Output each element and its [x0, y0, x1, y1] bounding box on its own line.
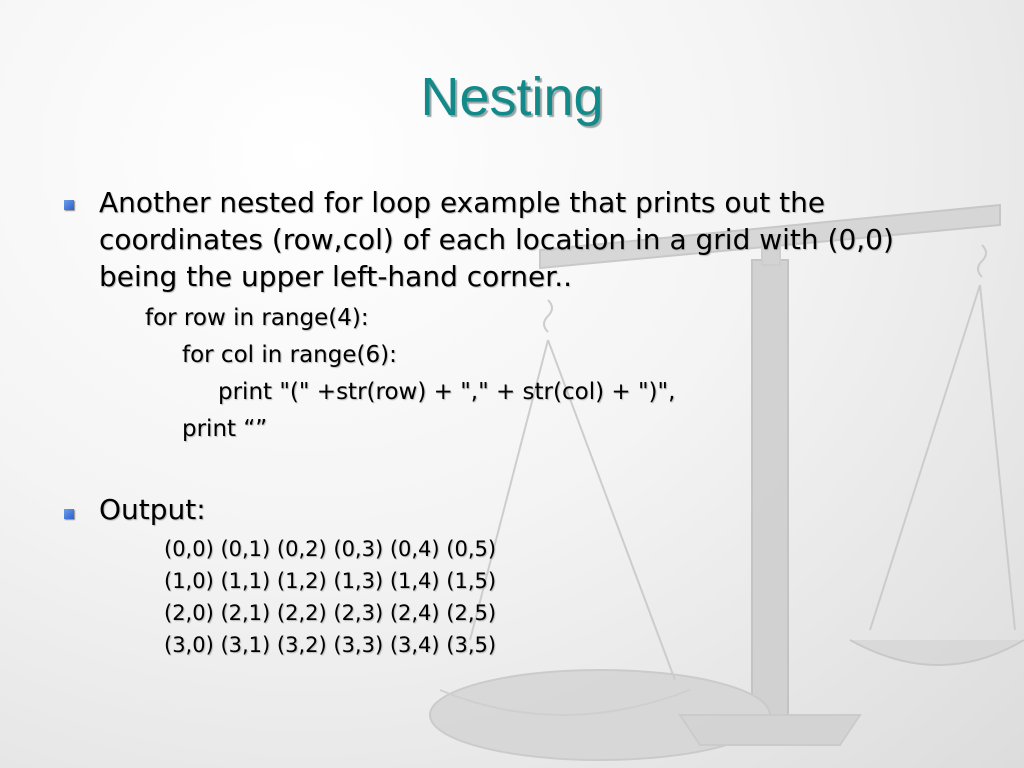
output-line: (1,0) (1,1) (1,2) (1,3) (1,4) (1,5)	[164, 569, 497, 593]
output-line: (0,0) (0,1) (0,2) (0,3) (0,4) (0,5)	[164, 537, 497, 561]
code-line: print "(" +str(row) + "," + str(col) + ")",	[218, 379, 676, 405]
code-line: for col in range(6):	[182, 342, 397, 368]
output-line: (2,0) (2,1) (2,2) (2,3) (2,4) (2,5)	[164, 601, 497, 625]
code-line: for row in range(4):	[145, 305, 369, 331]
bullet-text: Another nested for loop example that prints out the coordinates (row,col) of each location in a grid with (0,0) being the upper left-hand corner..	[99, 186, 894, 293]
output-line: (3,0) (3,1) (3,2) (3,3) (3,4) (3,5)	[164, 633, 497, 657]
code-line: print “”	[182, 416, 268, 442]
slide-title: Nesting	[420, 67, 604, 127]
bullet-square-icon	[64, 200, 74, 210]
bullet-square-icon	[64, 509, 74, 519]
output-label: Output:	[99, 493, 206, 526]
